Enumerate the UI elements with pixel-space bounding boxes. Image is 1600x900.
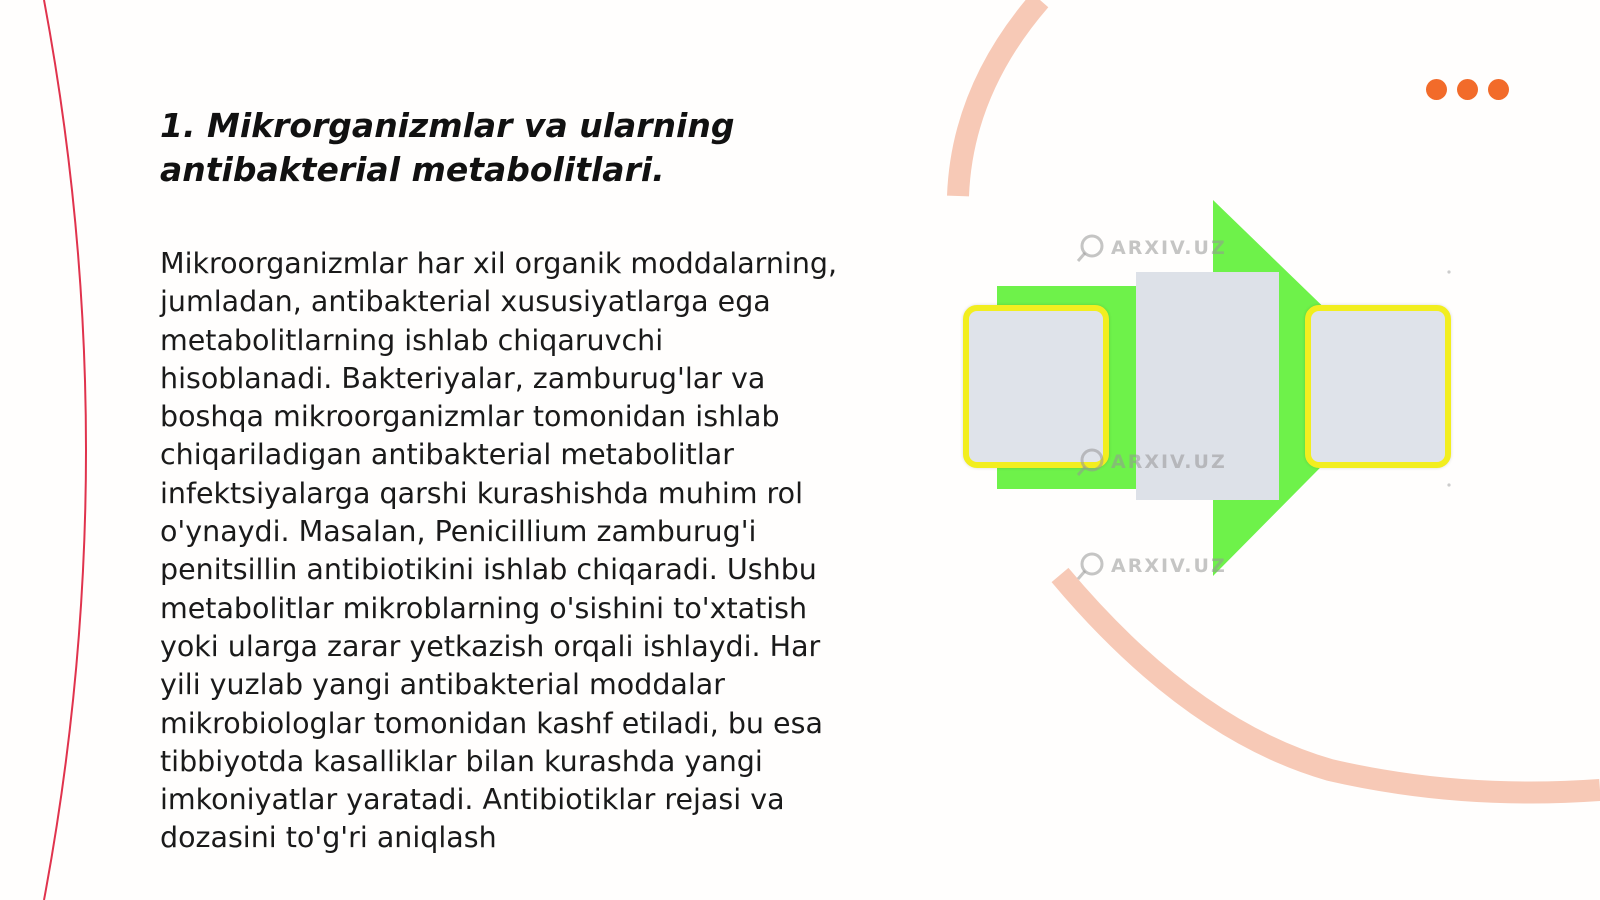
magnifier-logo-icon [1075, 447, 1105, 477]
arc-top [958, 0, 1040, 196]
magnifier-logo-icon [1075, 233, 1105, 263]
watermark-text: ARXIV.UZ [1111, 451, 1227, 473]
watermark-text: ARXIV.UZ [1111, 237, 1227, 259]
dot [1457, 79, 1478, 100]
slide-title: 1. Mikrorganizmlar va ularning antibakterial metabolitlari. [160, 106, 735, 189]
magnifier-logo-icon [1075, 551, 1105, 581]
watermark [1075, 447, 1227, 477]
slide-body-text: Mikroorganizmlar har xil organik moddalarning, jumladan, antibakterial xususiyatlarga ega metabolitlarning ishlab chiqaruvchi hisoblanadi. Bakteriyalar, zamburug'lar va boshqa mikroorganizmlar tomonidan ishlab chiqariladigan antibakterial metabolitlar infektsiyalarga qarshi kurashishda muhim rol o'ynaydi. Masalan, Penicillium zamburug'i penitsillin antibiotikini ishlab chiqaradi. Ushbu metabolitlar mikroblarning o'sishini to'xtatish yoki ularga zarar yetkazish orqali ishlaydi. Har yili yuzlab yangi antibakterial moddalar mikrobiologlar tomonidan kashf etiladi, bu esa tibbiyotda kasalliklar bilan kurashda yangi imkoniyatlar yaratadi. Antibiotiklar rejasi va dozasini to'g'ri aniqlash [160, 247, 838, 855]
diagram-box-left [963, 305, 1109, 468]
watermark [1075, 233, 1227, 263]
guide-dot [1447, 270, 1450, 273]
guide-dot [1447, 483, 1450, 486]
three-dots-icon [1426, 79, 1509, 100]
left-edge-curve [44, 0, 86, 900]
arc-bottom [1060, 575, 1600, 793]
diagram-box-right [1305, 305, 1451, 468]
watermark [1075, 551, 1227, 581]
watermark-text: ARXIV.UZ [1111, 555, 1227, 577]
dot [1426, 79, 1447, 100]
dot [1488, 79, 1509, 100]
